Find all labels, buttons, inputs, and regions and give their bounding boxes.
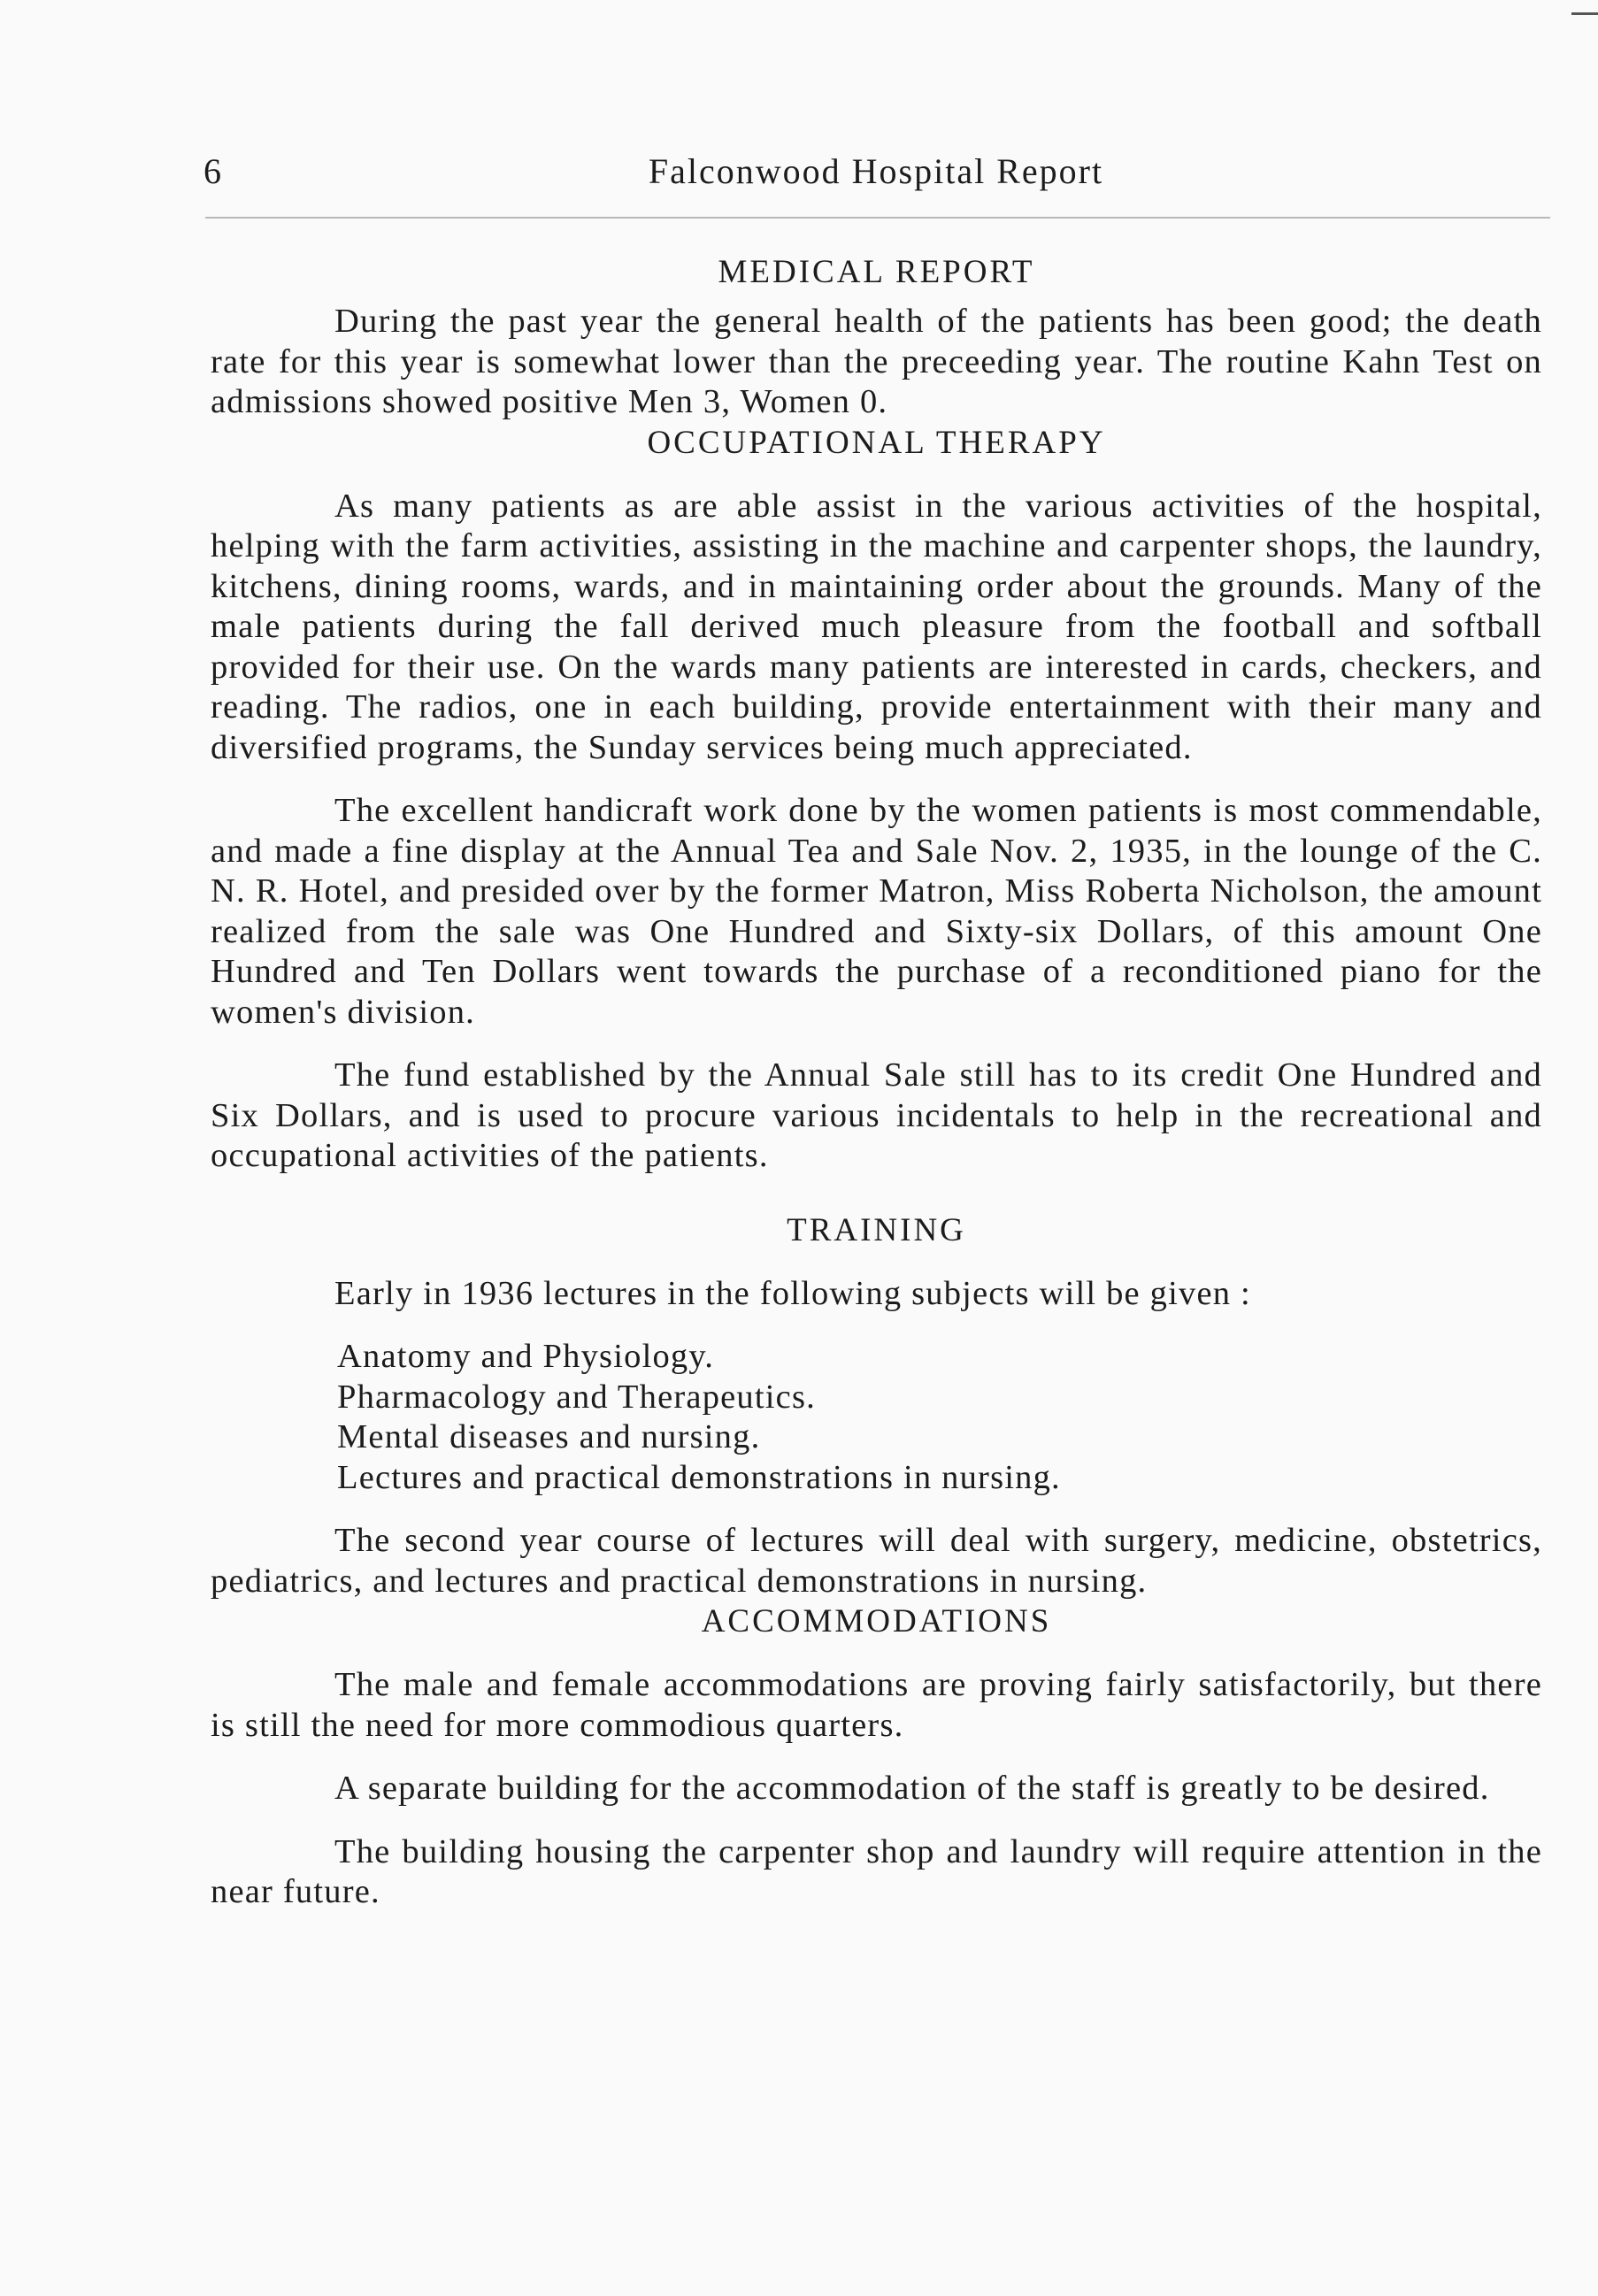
page-number: 6 xyxy=(204,151,222,191)
running-head xyxy=(204,150,1548,203)
accommodations-section xyxy=(211,1601,1542,1913)
paragraph: The excellent handicraft work done by the women patients is most commendable, and made a fine display at the Annual Tea and Sale Nov. 2, 1935, in the lounge of the C. N. R. Hotel, and presided over by the former Matron, Miss Roberta Nicholson, the amount realized from the sale was One Hundred and Sixty-six Dollars, of this amount One Hundred and Ten Dollars went towards the purchase of a reconditioned piano for the women's division. xyxy=(211,792,1542,1031)
running-title: Falconwood Hospital Report xyxy=(648,151,1104,191)
header-rule xyxy=(205,217,1550,219)
section-heading: ACCOMMODATIONS xyxy=(701,1603,1052,1639)
section-heading: TRAINING xyxy=(787,1211,966,1248)
list-item: Mental diseases and nursing. xyxy=(337,1418,761,1455)
paragraph: During the past year the general health of the patients has been good; the death rate for this year is somewhat lower than the preceeding year. The routine Kahn Test on admissions showed positive Men 3, Women 0. xyxy=(211,303,1542,420)
subject-list xyxy=(211,1337,1542,1498)
section-heading: OCCUPATIONAL THERAPY xyxy=(647,424,1106,461)
paragraph: The second year course of lectures will deal with surgery, medicine, obstetrics, pediatrics, and lectures and practical demonstrations in nursing. xyxy=(211,1522,1542,1600)
list-item: Pharmacology and Therapeutics. xyxy=(337,1378,816,1416)
paragraph: A separate building for the accommodation of the staff is greatly to be desired. xyxy=(334,1770,1490,1807)
paragraph: Early in 1936 lectures in the following subjects will be given : xyxy=(334,1274,1251,1312)
medical-report-section xyxy=(211,252,1542,423)
edge-mark xyxy=(1571,12,1598,15)
paragraph: As many patients as are able assist in the various activities of the hospital, helping with the farm activities, assisting in the machine and carpenter shops, the laundry, kitchens, dining rooms, wards, and in maintaining order about the grounds. Many of the male patients during the fall derived much pleasure from the football and softball provided for their use. On the wards many patients are interested in cards, checkers, and reading. The radios, one in each building, provide entertainment with their many and diversified programs, the Sunday services being much appreciated. xyxy=(211,487,1542,766)
list-item: Anatomy and Physiology. xyxy=(337,1338,715,1375)
paragraph: The male and female accommodations are proving fairly satisfactorily, but there is still the need for more commodious quarters. xyxy=(211,1666,1542,1744)
paragraph: The fund established by the Annual Sale still has to its credit One Hundred and Six Dollars, and is used to procure various incidentals to help in the recreational and occupational activities of the patients. xyxy=(211,1056,1542,1174)
report-body xyxy=(211,252,1542,1913)
list-item: Lectures and practical demonstrations in nursing. xyxy=(337,1458,1061,1496)
paragraph: The building housing the carpenter shop and laundry will require attention in the near future. xyxy=(211,1832,1542,1910)
training-section xyxy=(211,1210,1542,1602)
section-heading: MEDICAL REPORT xyxy=(718,254,1035,290)
occupational-therapy-section xyxy=(211,423,1542,1177)
